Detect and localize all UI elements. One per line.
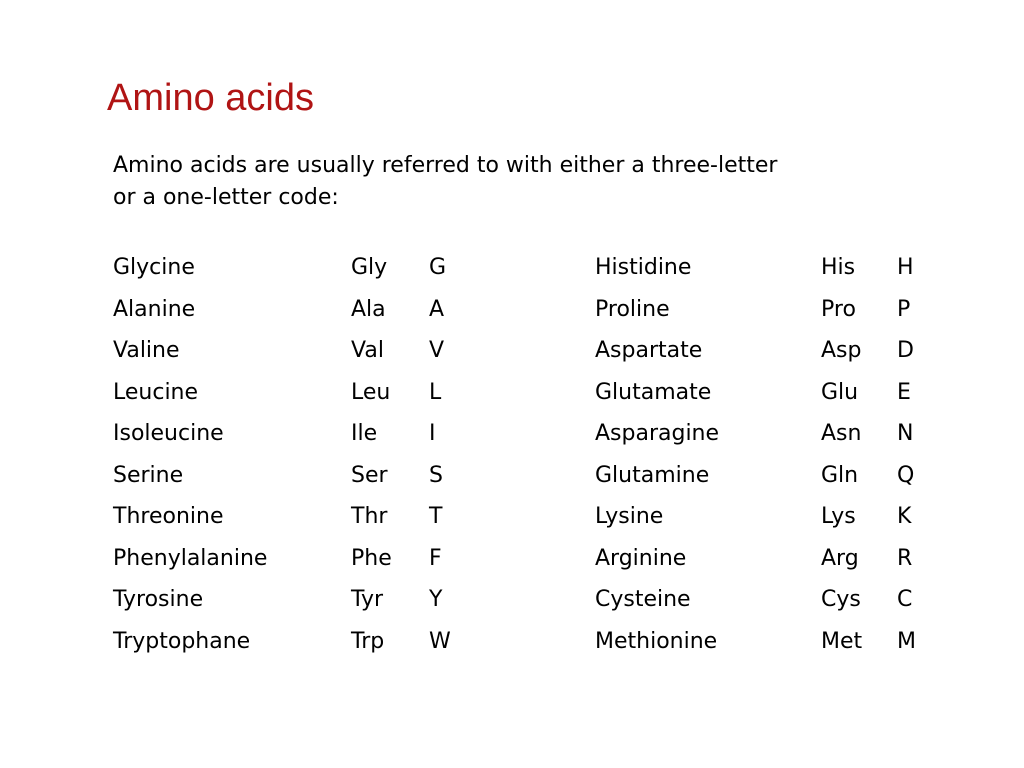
- amino-acid-name: Aspartate: [595, 338, 703, 363]
- amino-acid-name: Methionine: [595, 628, 718, 654]
- one-letter-code: K: [897, 504, 912, 529]
- amino-acid-name: Glutamine: [595, 462, 710, 488]
- amino-acid-name: Glutamate: [595, 379, 712, 405]
- one-letter-code: D: [897, 338, 914, 363]
- three-letter-code: Leu: [351, 379, 391, 405]
- three-letter-code: Gln: [821, 462, 859, 488]
- one-letter-code: R: [897, 545, 913, 571]
- table-row: [113, 456, 943, 498]
- one-letter-code: A: [429, 296, 445, 322]
- three-letter-code: Arg: [821, 545, 859, 571]
- one-letter-code: Q: [897, 462, 915, 488]
- one-letter-code: P: [897, 296, 911, 322]
- table-row: [113, 580, 943, 622]
- intro-line-1: Amino acids are usually referred to with either a three-letter: [113, 153, 778, 178]
- one-letter-code: F: [429, 545, 442, 571]
- amino-acid-name: Tyrosine: [113, 587, 204, 612]
- three-letter-code: Met: [821, 628, 863, 654]
- three-letter-code: Ile: [351, 421, 378, 446]
- amino-acid-table: [113, 248, 943, 663]
- amino-acid-name: Phenylalanine: [113, 545, 268, 571]
- amino-acid-name: Lysine: [595, 504, 664, 529]
- one-letter-code: N: [897, 421, 914, 446]
- intro-line-2: or a one-letter code:: [113, 185, 339, 210]
- amino-acid-name: Proline: [595, 296, 670, 322]
- amino-acid-name: Alanine: [113, 296, 196, 322]
- table-row: [113, 414, 943, 456]
- three-letter-code: Val: [351, 338, 384, 363]
- amino-acid-name: Cysteine: [595, 587, 691, 612]
- three-letter-code: Trp: [351, 628, 385, 654]
- slide-title: Amino acids: [107, 77, 314, 119]
- one-letter-code: S: [429, 462, 443, 488]
- one-letter-code: Y: [429, 587, 443, 612]
- table-row: [113, 331, 943, 373]
- three-letter-code: Ala: [351, 296, 386, 322]
- amino-acid-name: Asparagine: [595, 421, 720, 446]
- amino-acid-name: Arginine: [595, 545, 687, 571]
- three-letter-code: Cys: [821, 587, 861, 612]
- table-row: [113, 497, 943, 539]
- amino-acid-name: Serine: [113, 462, 184, 488]
- three-letter-code: Asn: [821, 421, 862, 446]
- one-letter-code: L: [429, 379, 442, 405]
- three-letter-code: Tyr: [351, 587, 384, 612]
- one-letter-code: T: [429, 504, 443, 529]
- three-letter-code: Ser: [351, 462, 388, 488]
- amino-acid-name: Tryptophane: [113, 628, 251, 654]
- one-letter-code: M: [897, 628, 916, 654]
- table-row: [113, 622, 943, 664]
- one-letter-code: C: [897, 587, 913, 612]
- table-row: [113, 290, 943, 332]
- one-letter-code: E: [897, 379, 911, 405]
- three-letter-code: Glu: [821, 379, 859, 405]
- one-letter-code: V: [429, 338, 445, 363]
- one-letter-code: I: [429, 421, 436, 446]
- table-row: [113, 248, 943, 290]
- three-letter-code: Thr: [351, 504, 388, 529]
- amino-acid-name: Isoleucine: [113, 421, 224, 446]
- table-row: [113, 373, 943, 415]
- three-letter-code: His: [821, 255, 856, 280]
- amino-acid-name: Threonine: [113, 504, 224, 529]
- three-letter-code: Asp: [821, 338, 862, 363]
- amino-acid-name: Histidine: [595, 255, 692, 280]
- one-letter-code: H: [897, 255, 914, 280]
- three-letter-code: Lys: [821, 504, 856, 529]
- one-letter-code: W: [429, 628, 451, 654]
- intro-text: [113, 150, 973, 214]
- table-row: [113, 539, 943, 581]
- three-letter-code: Gly: [351, 255, 388, 280]
- amino-acid-name: Valine: [113, 338, 180, 363]
- amino-acid-name: Leucine: [113, 379, 199, 405]
- amino-acid-name: Glycine: [113, 255, 195, 280]
- three-letter-code: Phe: [351, 545, 392, 571]
- one-letter-code: G: [429, 255, 447, 280]
- three-letter-code: Pro: [821, 296, 856, 322]
